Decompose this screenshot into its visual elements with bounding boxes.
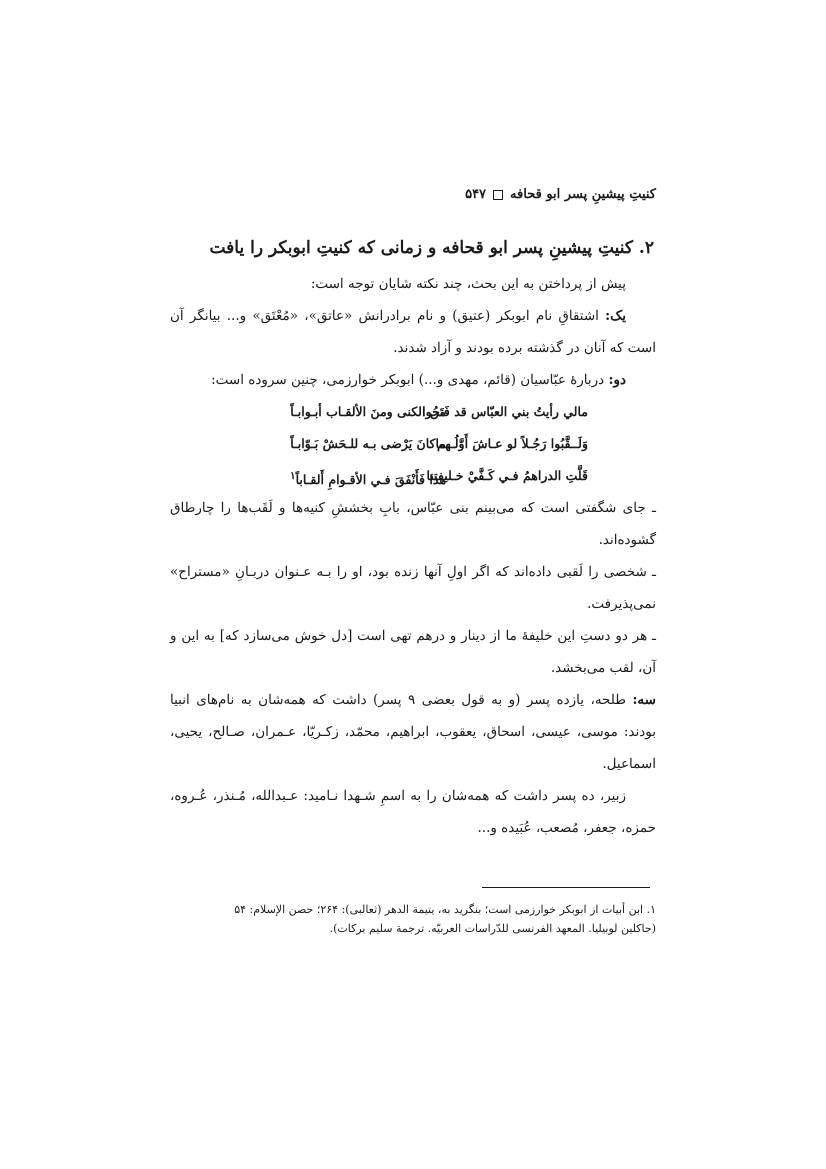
poem-hemistich (290, 460, 446, 492)
intro-paragraph: پیش از پرداختن به این بحث، چند نکته شایان توجه است: (310, 276, 626, 292)
point-two-label: دو: (608, 372, 626, 388)
zubair-paragraph: زبیر، ده پسر داشت که همه‌شان را به اسمِ شـهدا نـامید: عـبدالله، مُـنذر، عُـروه، حمزه، جعفر، مُصعب، عُبَیده و... (170, 788, 656, 836)
point-one-paragraph (170, 300, 656, 364)
gloss-paragraph: ـ هر دو دستِ این خلیفهٔ ما از دینار و درهم تهی است [دل خوش می‌سازد که] به این و آن، لقب می‌بخشد. (170, 628, 656, 676)
page-number: ۵۴۷ (465, 187, 487, 202)
poem-verse (170, 428, 656, 460)
poem-hemistich: وَلَــقَّبُوا رَجُـلاً لو عـاشَ أَوَّلُـهم (436, 436, 588, 451)
poem-hemistich: ماكانَ يَرْضى بـه للـحَشْ بَـوّابـاً (290, 436, 446, 451)
poem-verse (170, 460, 656, 492)
gloss-paragraph: ـ جای شگفتی است که می‌بینم بنی عبّاس، بابِ بخششِ کنیه‌ها و لَقَب‌ها را چارطاق گشوده‌اند. (170, 500, 656, 548)
poem-verse (170, 396, 656, 428)
footnote-marker: ۱ (290, 470, 296, 482)
footnote-line: (جاكلين لوبيليا. المعهد الفرنسی للدّراسات العربيّه. ترجمة سليم بركات). (329, 922, 656, 935)
body-text (170, 268, 656, 844)
footnote-line: ۱. ابن أبيات از ابوبكر خوارزمی است؛ بنگريد به، يتيمة الدهر (ثعالبی): ۲۶۴؛ حصن الإسلام: ۵۴ (234, 903, 656, 916)
poem-hemistich: مالي رأيتُ بني العبّاس قد فَتَحُوا (422, 404, 588, 419)
point-two-paragraph (170, 364, 656, 396)
running-title: کنیتِ پیشینِ پسر ابو قحافه (510, 187, 656, 202)
point-three-paragraph (170, 684, 656, 780)
poem (170, 396, 656, 492)
point-one-text: اشتقاقِ نام ابوبکر (عتیق) و نام برادرانش «عاتق»، «مُعْتَق» و... بیانگر آن است که آنان در گذشته برده بودند و آزاد شدند. (170, 308, 656, 356)
footnotes (170, 900, 656, 938)
square-marker-icon (493, 190, 503, 200)
poem-hemistich: قَلَّتِ الدراهمُ فـي كَـفَّيْ خـليفتنا (426, 468, 588, 483)
point-three-text: طلحه، یازده پسر (و به قول بعضی ۹ پسر) داشت که همه‌شان به نام‌های انبیا بودند: موسی، عیسی، اسحاق، یعقوب، ابراهیم، محمّد، زکـریّا، عـمران، صـالح، یحیی، اسماعیل. (170, 692, 656, 772)
gloss-paragraph: ـ شخصی را لَقبی داده‌اند که اگر اولِ آنها زنده بود، او را بـه عـنوان دربـانِ «مستراح» نمی‌پذیرفت. (170, 564, 656, 612)
point-three-label: سه: (632, 692, 656, 708)
running-header (465, 187, 656, 202)
footnote-separator (482, 887, 650, 888)
point-two-text: دربارهٔ عبّاسیان (قائم، مهدی و...) ابوبکر خوارزمی، چنین سروده است: (211, 372, 605, 388)
poem-hemistich-text: هذا فَأَنْفَقَ فـي الأقـوامِ أَلقـاباً (295, 472, 446, 488)
poem-hemistich: من الكنى ومنَ الألقـاب أبـوابـاً (290, 404, 446, 419)
section-heading: ۲. کنیتِ پیشینِ پسر ابو قحافه و زمانی که کنیتِ ابوبکر را یافت (209, 238, 654, 258)
point-one-label: یک: (605, 308, 626, 324)
